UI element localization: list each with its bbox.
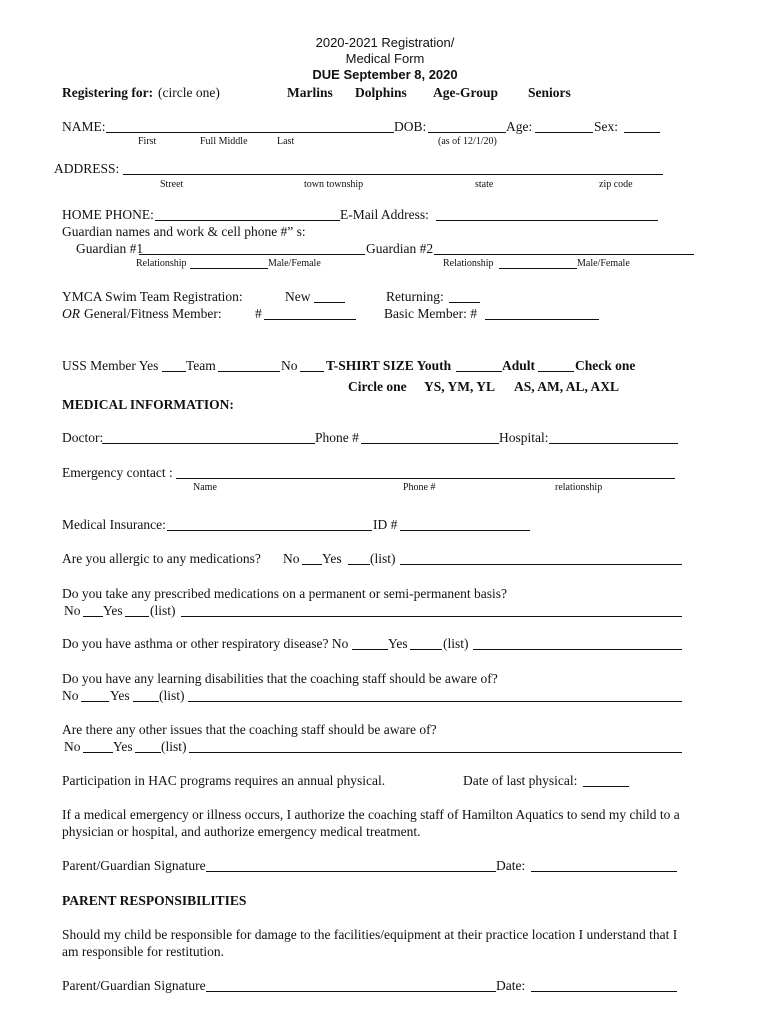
g1-relationship-label: Relationship bbox=[136, 258, 187, 269]
authorization-line-2: physician or hospital, and authorize emergency medical treatment. bbox=[62, 824, 421, 839]
parent-heading: PARENT RESPONSIBILITIES bbox=[62, 893, 247, 908]
guardian-2-label: Guardian #2 bbox=[366, 241, 434, 256]
learning-list-label: (list) bbox=[159, 688, 185, 703]
uss-no-field[interactable] bbox=[300, 371, 324, 372]
name-sub-middle: Full Middle bbox=[200, 136, 248, 147]
uss-member-label: USS Member Yes bbox=[62, 358, 159, 373]
basic-member-field[interactable] bbox=[485, 319, 599, 320]
allergy-question: Are you allergic to any medications? bbox=[62, 551, 261, 566]
allergy-list-field[interactable] bbox=[400, 564, 682, 565]
emergency-sub-phone: Phone # bbox=[403, 482, 436, 493]
g1-gender-label: Male/Female bbox=[268, 258, 321, 269]
uss-yes-field[interactable] bbox=[162, 371, 186, 372]
parent-signature-field[interactable] bbox=[206, 991, 496, 992]
ymca-registration-label: YMCA Swim Team Registration: bbox=[62, 289, 243, 304]
learning-question: Do you have any learning disabilities that the coaching staff should be aware of? bbox=[62, 671, 498, 686]
last-physical-field[interactable] bbox=[583, 786, 629, 787]
asthma-list-field[interactable] bbox=[473, 649, 682, 650]
due-date: DUE September 8, 2020 bbox=[312, 67, 458, 82]
registering-hint: (circle one) bbox=[158, 85, 220, 100]
asthma-yes-label: Yes bbox=[388, 636, 408, 651]
allergy-yes-label: Yes bbox=[322, 551, 342, 566]
asthma-yes-field[interactable] bbox=[410, 649, 442, 650]
parent-signature-label: Parent/Guardian Signature bbox=[62, 978, 206, 993]
title-line-2: Medical Form bbox=[345, 51, 425, 66]
adult-sizes[interactable]: AS, AM, AL, AXL bbox=[514, 379, 620, 394]
allergy-no-label: No bbox=[283, 551, 300, 566]
asthma-no-field[interactable] bbox=[352, 649, 388, 650]
insurance-id-field[interactable] bbox=[400, 530, 530, 531]
youth-sizes[interactable]: YS, YM, YL bbox=[424, 379, 496, 394]
email-label: E-Mail Address: bbox=[340, 207, 429, 222]
age-field[interactable] bbox=[535, 132, 593, 133]
option-age-group[interactable]: Age-Group bbox=[433, 85, 499, 100]
sex-label: Sex: bbox=[594, 119, 619, 134]
learning-yes-label: Yes bbox=[110, 688, 130, 703]
g2-gender-label: Male/Female bbox=[577, 258, 630, 269]
uss-team-field[interactable] bbox=[218, 371, 280, 372]
emergency-sub-name: Name bbox=[193, 482, 217, 493]
insurance-label: Medical Insurance: bbox=[62, 517, 166, 532]
basic-member-label: Basic Member: # bbox=[384, 306, 477, 321]
ymca-new-field[interactable] bbox=[314, 302, 345, 303]
allergy-yes-field[interactable] bbox=[348, 564, 370, 565]
address-sub-town: town township bbox=[304, 179, 364, 190]
guardian-1-label: Guardian #1 bbox=[76, 241, 144, 256]
address-field[interactable] bbox=[123, 174, 663, 175]
dob-sub: (as of 12/1/20) bbox=[438, 136, 497, 147]
doctor-field[interactable] bbox=[102, 443, 315, 444]
dob-field[interactable] bbox=[428, 132, 506, 133]
option-dolphins[interactable]: Dolphins bbox=[355, 85, 407, 100]
general-hash: # bbox=[255, 306, 262, 321]
prescribed-no-field[interactable] bbox=[83, 616, 103, 617]
other-yes-field[interactable] bbox=[135, 752, 161, 753]
doctor-label: Doctor: bbox=[62, 430, 104, 445]
doctor-phone-label: Phone # bbox=[315, 430, 359, 445]
registering-label: Registering for: bbox=[62, 85, 154, 100]
prescribed-yes-label: Yes bbox=[103, 603, 123, 618]
ymca-returning-label: Returning: bbox=[386, 289, 444, 304]
option-seniors[interactable]: Seniors bbox=[528, 85, 571, 100]
learning-yes-field[interactable] bbox=[133, 701, 159, 702]
medical-heading: MEDICAL INFORMATION: bbox=[62, 397, 234, 412]
circle-one-label: Circle one bbox=[348, 379, 407, 394]
learning-no-label: No bbox=[62, 688, 79, 703]
prescribed-list-label: (list) bbox=[150, 603, 176, 618]
uss-team-label: Team bbox=[186, 358, 216, 373]
email-field[interactable] bbox=[436, 220, 658, 221]
uss-no-label: No bbox=[281, 358, 298, 373]
parent-text-line-2: am responsible for restitution. bbox=[62, 944, 224, 959]
asthma-question: Do you have asthma or other respiratory disease? No bbox=[62, 636, 349, 651]
prescribed-yes-field[interactable] bbox=[125, 616, 149, 617]
medical-signature-field[interactable] bbox=[206, 871, 496, 872]
name-sub-last: Last bbox=[277, 136, 295, 147]
name-label: NAME: bbox=[62, 119, 106, 134]
address-sub-state: state bbox=[475, 179, 494, 190]
other-question: Are there any other issues that the coaching staff should be aware of? bbox=[62, 722, 437, 737]
insurance-id-label: ID # bbox=[373, 517, 398, 532]
guardian-intro: Guardian names and work & cell phone #” s: bbox=[62, 224, 306, 239]
tshirt-youth-field[interactable] bbox=[456, 371, 502, 372]
tshirt-adult-field[interactable] bbox=[538, 371, 574, 372]
emergency-sub-relationship: relationship bbox=[555, 482, 603, 493]
guardian-2-field[interactable] bbox=[434, 254, 694, 255]
learning-no-field[interactable] bbox=[81, 701, 109, 702]
home-phone-label: HOME PHONE: bbox=[62, 207, 154, 222]
parent-date-label: Date: bbox=[496, 978, 526, 993]
medical-signature-label: Parent/Guardian Signature bbox=[62, 858, 206, 873]
doctor-phone-field[interactable] bbox=[361, 443, 499, 444]
g2-relationship-label: Relationship bbox=[443, 258, 494, 269]
guardian-1-field[interactable] bbox=[139, 254, 365, 255]
g2-relationship-field[interactable] bbox=[499, 268, 577, 269]
allergy-list-label: (list) bbox=[370, 551, 396, 566]
other-list-label: (list) bbox=[161, 739, 187, 754]
age-label: Age: bbox=[506, 119, 533, 134]
dob-label: DOB: bbox=[394, 119, 427, 134]
emergency-label: Emergency contact : bbox=[62, 465, 173, 480]
last-physical-label: Date of last physical: bbox=[463, 773, 578, 788]
address-sub-zip: zip code bbox=[599, 179, 633, 190]
sex-field[interactable] bbox=[624, 132, 660, 133]
option-marlins[interactable]: Marlins bbox=[287, 85, 333, 100]
asthma-list-label: (list) bbox=[443, 636, 469, 651]
other-list-field[interactable] bbox=[189, 752, 682, 753]
prescribed-question: Do you take any prescribed medications on a permanent or semi-permanent basis? bbox=[62, 586, 507, 601]
ymca-or: OR bbox=[62, 306, 80, 321]
other-yes-label: Yes bbox=[113, 739, 133, 754]
medical-date-label: Date: bbox=[496, 858, 526, 873]
learning-list-field[interactable] bbox=[188, 701, 682, 702]
g1-relationship-field[interactable] bbox=[190, 268, 268, 269]
address-sub-street: Street bbox=[160, 179, 184, 190]
insurance-field[interactable] bbox=[167, 530, 372, 531]
parent-text-line-1: Should my child be responsible for damage to the facilities/equipment at their practice location I understand that I bbox=[62, 927, 678, 942]
prescribed-no-label: No bbox=[64, 603, 81, 618]
emergency-field[interactable] bbox=[176, 478, 675, 479]
other-no-label: No bbox=[64, 739, 81, 754]
authorization-line-1: If a medical emergency or illness occurs, I authorize the coaching staff of Hamilton Aquatics to send my child to a bbox=[62, 807, 680, 822]
prescribed-list-field[interactable] bbox=[181, 616, 682, 617]
medical-date-field[interactable] bbox=[531, 871, 677, 872]
tshirt-adult-label: Adult bbox=[502, 358, 536, 373]
tshirt-youth-label: T-SHIRT SIZE Youth bbox=[326, 358, 452, 373]
hospital-field[interactable] bbox=[549, 443, 678, 444]
ymca-new-label: New bbox=[285, 289, 311, 304]
physical-text: Participation in HAC programs requires an annual physical. bbox=[62, 773, 386, 788]
name-field[interactable] bbox=[106, 132, 394, 133]
other-no-field[interactable] bbox=[83, 752, 113, 753]
address-label: ADDRESS: bbox=[54, 161, 120, 176]
general-member-field[interactable] bbox=[264, 319, 356, 320]
name-sub-first: First bbox=[138, 136, 157, 147]
ymca-returning-field[interactable] bbox=[449, 302, 480, 303]
title-line-1: 2020-2021 Registration/ bbox=[315, 35, 455, 50]
general-fitness-label: General/Fitness Member: bbox=[84, 306, 222, 321]
home-phone-field[interactable] bbox=[155, 220, 340, 221]
hospital-label: Hospital: bbox=[499, 430, 549, 445]
parent-date-field[interactable] bbox=[531, 991, 677, 992]
tshirt-check-one: Check one bbox=[575, 358, 636, 373]
allergy-no-field[interactable] bbox=[302, 564, 322, 565]
